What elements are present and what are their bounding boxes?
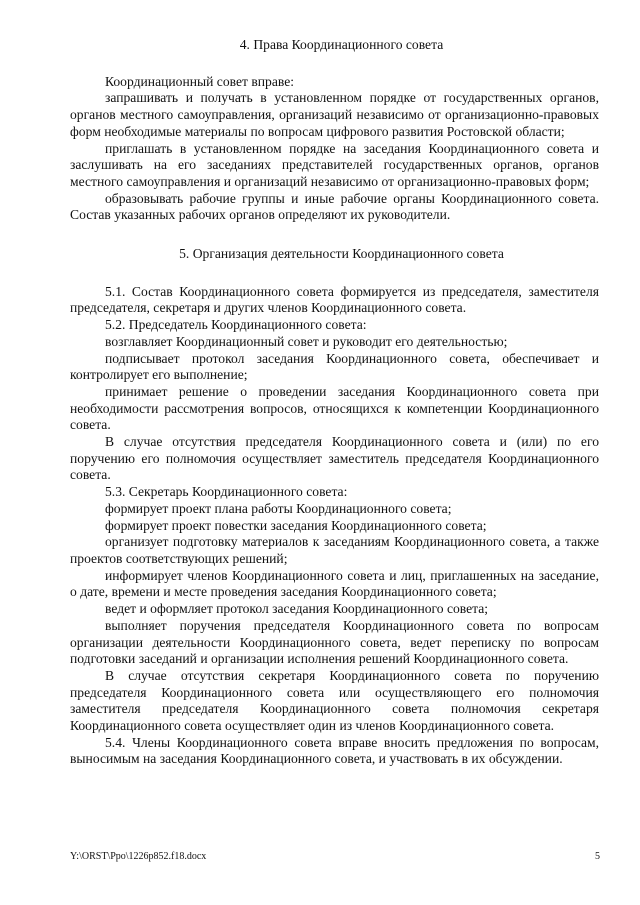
paragraph: В случае отсутствия председателя Координационного совета и (или) по его поручению его полномочия осуществляет заместитель председателя Координационного совета. (70, 434, 599, 483)
paragraph: ведет и оформляет протокол заседания Координационного совета; (105, 601, 489, 617)
section-5-heading: 5. Организация деятельности Координационного совета (179, 246, 504, 262)
paragraph: приглашать в установленном порядке на заседания Координационного совета и заслушивать на его заседаниях представителей государственных органов, органов местного самоуправления и организаций независимо от организационно-правовых форм; (70, 140, 599, 189)
paragraph: принимает решение о проведении заседания Координационного совета при необходимости рассмотрения вопросов, относящихся к компетенции Координационного совета. (70, 383, 599, 433)
paragraph: формирует проект повестки заседания Координационного совета; (105, 517, 487, 533)
file-path: Y:\ORST\Ppo\1226p852.f18.docx (70, 851, 207, 862)
section-4-body (70, 74, 599, 224)
paragraph: 5.3. Секретарь Координационного совета: (105, 484, 348, 500)
section-4-heading: 4. Права Координационного совета (239, 37, 444, 52)
paragraph: В случае отсутствия секретаря Координационного совета по поручению председателя Координационного совета или осуществляющего его полномочия заместителя председателя Координационного совета полномочия секретаря Координационного совета осуществляет один из членов Координационного совета. (70, 667, 599, 734)
paragraph: формирует проект плана работы Координационного совета; (105, 500, 452, 516)
page-number: 5 (595, 851, 600, 862)
paragraph: запрашивать и получать в установленном порядке от государственных органов, органов местного самоуправления, организаций независимо от организационно-правовых форм необходимые материалы по вопросам цифрового развития Ростовской области; (70, 90, 599, 139)
paragraph: 5.4. Члены Координационного совета вправе вносить предложения по вопросам, выносимым на заседания Координационного совета, и участвовать в их обсуждении. (70, 734, 599, 767)
paragraph: Координационный совет вправе: (105, 73, 295, 89)
paragraph: образовывать рабочие группы и иные рабочие органы Координационного совета. Состав указанных рабочих органов определяют их руководители. (70, 190, 599, 223)
paragraph: выполняет поручения председателя Координационного совета по вопросам организации деятельности Координационного совета, ведет переписку по вопросам подготовки заседаний и организации исполнения решений Координационного совета. (70, 617, 599, 667)
page-footer (70, 851, 600, 863)
paragraph: организует подготовку материалов к заседаниям Координационного совета, а также проектов соответствующих решений; (70, 534, 599, 566)
paragraph: 5.2. Председатель Координационного совета: (105, 317, 367, 333)
section-5-body (70, 284, 599, 768)
paragraph: подписывает протокол заседания Координационного совета, обеспечивает и контролирует его выполнение; (70, 350, 599, 383)
paragraph: информирует членов Координационного совета и лиц, приглашенных на заседание, о дате, времени и месте проведения заседания Координационного совета; (70, 567, 599, 600)
paragraph: 5.1. Состав Координационного совета формируется из председателя, заместителя председателя, секретаря и других членов Координационного совета. (70, 283, 599, 316)
paragraph: возглавляет Координационный совет и руководит его деятельностью; (105, 333, 508, 349)
